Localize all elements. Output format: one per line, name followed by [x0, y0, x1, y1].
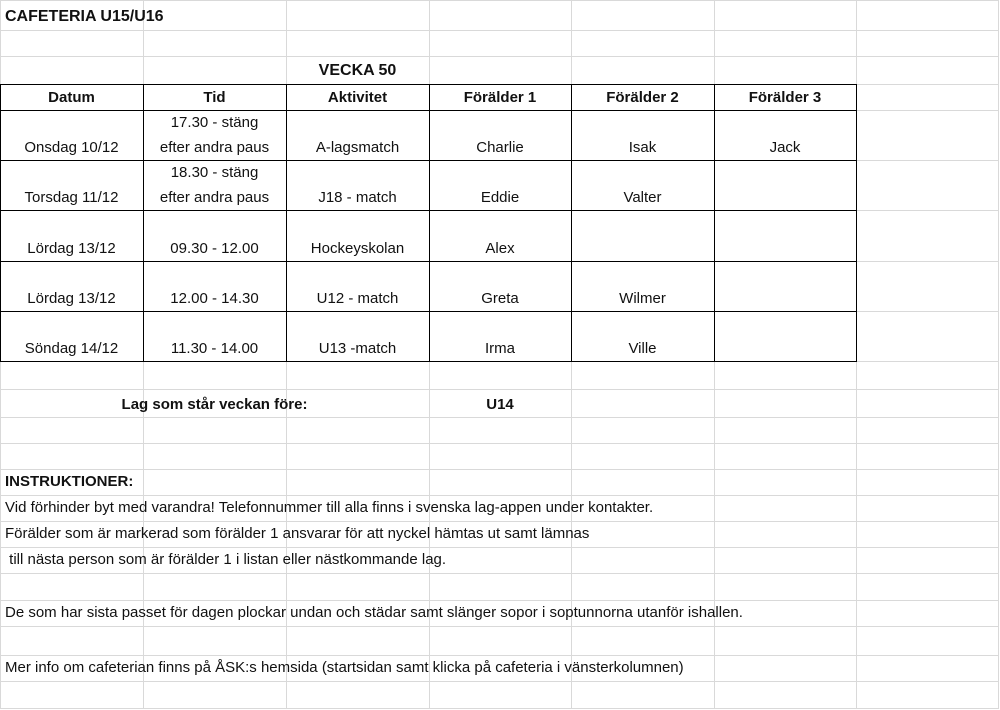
cell-tid: 09.30 - 12.00	[170, 240, 259, 257]
header-datum: Datum	[48, 88, 95, 106]
gridline-horizontal	[0, 30, 999, 31]
week-label: VECKA 50	[318, 62, 397, 79]
header-aktivitet: Aktivitet	[327, 88, 388, 106]
header-foralder-3: Förälder 3	[748, 88, 822, 106]
header-foralder-1: Förälder 1	[463, 88, 537, 106]
gridline-horizontal	[0, 573, 999, 574]
table-border	[429, 84, 430, 362]
cell-aktivitet: U12 - match	[316, 290, 399, 307]
cell-datum: Torsdag 11/12	[24, 189, 119, 206]
cell-f1: Eddie	[480, 189, 520, 206]
cell-f1: Irma	[485, 340, 515, 357]
instruction-line: De som har sista passet för dagen plockar undan och städar samt slänger sopor i soptunnorna utanför ishallen.	[5, 603, 743, 621]
instruction-line: till nästa person som är förälder 1 i listan eller nästkommande lag.	[5, 550, 447, 568]
cell-datum: Lördag 13/12	[27, 290, 116, 307]
cell-datum: Lördag 13/12	[27, 240, 116, 257]
cell-aktivitet: A-lagsmatch	[315, 139, 400, 156]
cell-aktivitet: U13 -match	[318, 340, 397, 357]
instruction-line: Förälder som är markerad som förälder 1 ansvarar för att nyckel hämtas ut samt lämnas	[5, 524, 590, 542]
gridline-horizontal	[0, 56, 999, 57]
table-border	[286, 84, 287, 362]
cell-aktivitet: J18 - match	[318, 189, 397, 206]
cell-tid: 12.00 - 14.30	[170, 290, 259, 307]
sheet-title: CAFETERIA U15/U16	[5, 8, 164, 25]
gridline-horizontal	[0, 0, 999, 1]
cell-f1: Alex	[485, 240, 515, 257]
gridline-horizontal	[0, 708, 999, 709]
cell-datum: Onsdag 10/12	[24, 139, 119, 156]
table-border	[856, 84, 857, 362]
gridline-vertical	[998, 0, 999, 708]
cell-tid-line1: 18.30 - stäng	[170, 164, 259, 181]
table-border	[714, 84, 715, 362]
cell-f2: Isak	[628, 139, 657, 156]
cell-tid-line2: efter andra paus	[159, 189, 270, 206]
cell-tid-line2: efter andra paus	[159, 139, 270, 156]
table-border	[571, 84, 572, 362]
instruction-line: Mer info om cafeterian finns på ÅSK:s hemsida (startsidan samt klicka på cafeteria i vänsterkolumnen)	[5, 658, 684, 676]
gridline-horizontal	[0, 389, 999, 390]
gridline-horizontal	[0, 626, 999, 627]
team-before-value: U14	[486, 395, 514, 413]
cell-tid: 11.30 - 14.00	[170, 340, 259, 357]
team-before-label: Lag som står veckan före:	[121, 395, 308, 413]
cell-aktivitet: Hockeyskolan	[310, 240, 405, 257]
gridline-horizontal	[0, 443, 999, 444]
cell-tid-line1: 17.30 - stäng	[170, 114, 259, 131]
cell-datum: Söndag 14/12	[24, 340, 119, 357]
cell-f1: Charlie	[476, 139, 524, 156]
table-border	[0, 84, 1, 362]
gridline-horizontal	[0, 681, 999, 682]
header-tid: Tid	[203, 88, 226, 106]
gridline-horizontal	[0, 417, 999, 418]
cell-f2: Valter	[623, 189, 662, 206]
gridline-horizontal	[0, 469, 999, 470]
cell-f2: Ville	[628, 340, 657, 357]
cell-f1: Greta	[481, 290, 519, 307]
cell-f3: Jack	[769, 139, 801, 156]
cell-f2: Wilmer	[619, 290, 666, 307]
header-foralder-2: Förälder 2	[606, 88, 679, 106]
instruction-line: Vid förhinder byt med varandra! Telefonnummer till alla finns i svenska lag-appen under kontakter.	[5, 498, 654, 516]
instructions-heading: INSTRUKTIONER:	[5, 472, 134, 490]
